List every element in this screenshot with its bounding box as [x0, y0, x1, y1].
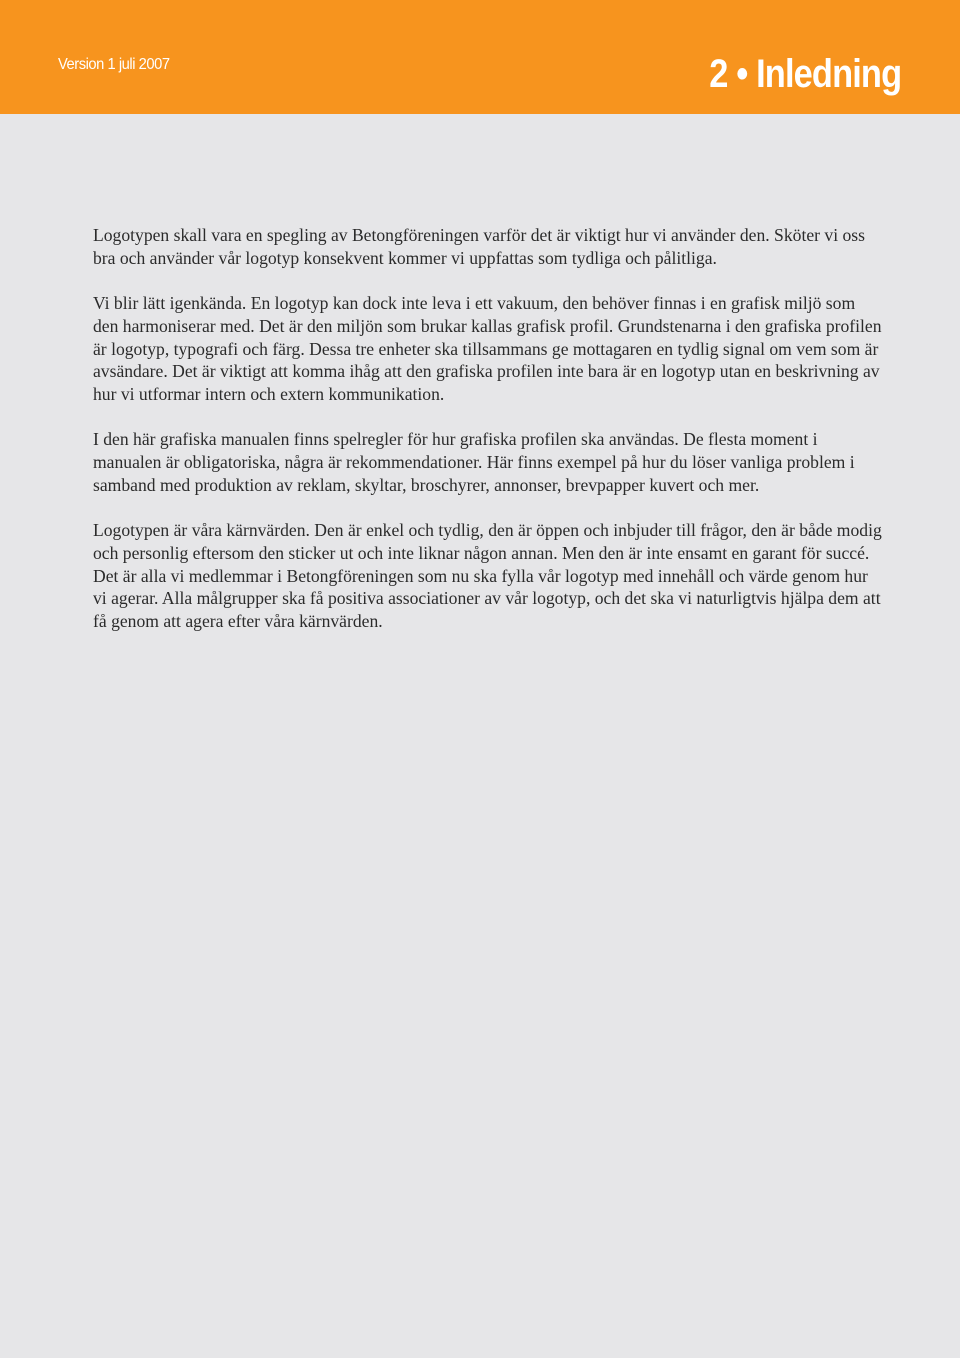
- paragraph: Vi blir lätt igenkända. En logotyp kan dock inte leva i ett vakuum, den behöver finnas i en grafisk miljö som den harmoniserar med. Det är den miljön som brukar kallas grafisk profil. Grundstenarna i den grafiska profilen är logotyp, typografi och färg. Dessa tre enheter ska tillsammans ge mottagaren en tydlig signal om vem som är avsändare. Det är viktigt att komma ihåg att den grafiska profilen inte bara är en logotyp utan en beskrivning av hur vi utformar intern och extern kommunikation.: [93, 293, 882, 404]
- paragraph: I den här grafiska manualen finns spelregler för hur grafiska profilen ska användas. De flesta moment i manualen är obligatoriska, några är rekommendationer. Här finns exempel på hur du löser vanliga problem i samband med produktion av reklam, skyltar, broschyrer, annonser, brevpapper kuvert och mer.: [93, 429, 855, 495]
- version-label: Version 1 juli 2007: [58, 56, 170, 73]
- body-text: [93, 224, 883, 655]
- paragraph: Logotypen skall vara en spegling av Betongföreningen varför det är viktigt hur vi använder den. Sköter vi oss bra och använder vår logotyp konsekvent kommer vi uppfattas som tydliga och pålitliga.: [93, 225, 865, 268]
- page-header: [0, 0, 960, 114]
- paragraph: Logotypen är våra kärnvärden. Den är enkel och tydlig, den är öppen och inbjuder till frågor, den är både modig och personlig eftersom den sticker ut och inte liknar någon annan. Men den är inte ensamt en garant för succé. Det är alla vi medlemmar i Betongföreningen som nu ska fylla vår logotyp med innehåll och värde genom hur vi agerar. Alla målgrupper ska få positiva associationer av vår logotyp, och det ska vi naturligtvis hjälpa dem att få genom att agera efter våra kärnvärden.: [93, 520, 882, 631]
- chapter-title: 2 • Inledning: [709, 52, 901, 96]
